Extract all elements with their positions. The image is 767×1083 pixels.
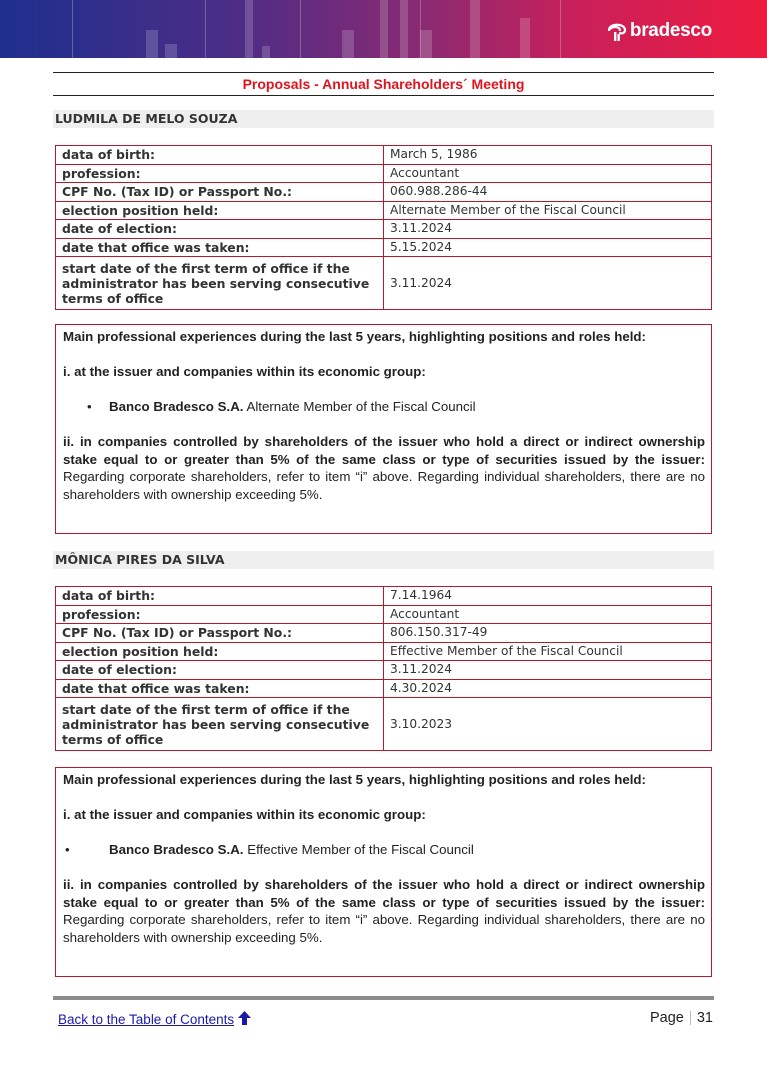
experience-box	[55, 767, 712, 977]
table-row	[56, 679, 712, 698]
experience-heading: Main professional experiences during the last 5 years, highlighting positions and roles held:	[63, 772, 646, 787]
page-number	[650, 1010, 713, 1026]
person-info-table	[55, 145, 712, 310]
section-i-heading: i. at the issuer and companies within its economic group:	[63, 364, 426, 379]
field-value: 7.14.1964	[384, 587, 712, 606]
table-row	[56, 201, 712, 220]
field-label: election position held:	[56, 642, 384, 661]
decorative-bar	[520, 18, 530, 58]
field-value: 5.15.2024	[384, 238, 712, 257]
table-row	[56, 238, 712, 257]
bullet-icon: •	[87, 399, 92, 414]
decorative-bar	[342, 30, 354, 58]
list-item	[63, 841, 705, 859]
decorative-bar	[165, 44, 177, 58]
section-i-heading: i. at the issuer and companies within its economic group:	[63, 807, 426, 822]
back-to-toc-link[interactable]	[58, 1011, 251, 1028]
experience-box	[55, 324, 712, 534]
field-label: date that office was taken:	[56, 679, 384, 698]
field-label: data of birth:	[56, 587, 384, 606]
table-row	[56, 220, 712, 239]
role-text: Alternate Member of the Fiscal Council	[243, 399, 476, 414]
table-row	[56, 642, 712, 661]
field-label: election position held:	[56, 201, 384, 220]
decorative-bar	[245, 0, 253, 58]
field-label: date that office was taken:	[56, 238, 384, 257]
decorative-line	[205, 0, 206, 58]
document-title: Proposals - Annual Shareholders´ Meeting	[53, 72, 714, 96]
experience-heading: Main professional experiences during the last 5 years, highlighting positions and roles held:	[63, 329, 646, 344]
bradesco-tree-icon	[607, 20, 627, 42]
page-label: Page	[649, 1010, 684, 1026]
decorative-line	[300, 0, 301, 58]
decorative-line	[560, 0, 561, 58]
field-value: 060.988.286-44	[384, 183, 712, 202]
field-value: Effective Member of the Fiscal Council	[384, 642, 712, 661]
field-label: data of birth:	[56, 146, 384, 165]
section-ii-heading: ii. in companies controlled by shareholders of the issuer who hold a direct or indirect ownership stake equal to or greater than 5% of the same class or type of securities issued by the issuer:	[63, 877, 705, 910]
field-value: 3.10.2023	[384, 698, 712, 751]
field-value: Accountant	[384, 164, 712, 183]
table-row	[56, 257, 712, 310]
person-info-table	[55, 586, 712, 751]
field-label: date of election:	[56, 220, 384, 239]
company-name: Banco Bradesco S.A.	[109, 399, 244, 414]
person-name-heading: LUDMILA DE MELO SOUZA	[53, 110, 714, 128]
field-label: start date of the first term of office if the administrator has been serving consecutive terms of office	[56, 698, 384, 751]
table-row	[56, 183, 712, 202]
field-label: profession:	[56, 164, 384, 183]
field-label: CPF No. (Tax ID) or Passport No.:	[56, 624, 384, 643]
field-value: 3.11.2024	[384, 257, 712, 310]
decorative-bar	[470, 0, 480, 58]
bradesco-logo	[607, 20, 712, 42]
table-row	[56, 605, 712, 624]
page-number-value: 31	[696, 1010, 713, 1026]
decorative-bar	[400, 0, 408, 58]
arrow-up-icon	[238, 1011, 251, 1028]
bullet-icon: •	[65, 842, 70, 857]
brand-name: bradesco	[629, 20, 712, 41]
decorative-bar	[420, 30, 432, 58]
list-item	[63, 398, 705, 416]
toc-link-label: Back to the Table of Contents	[58, 1012, 235, 1027]
company-name: Banco Bradesco S.A.	[109, 842, 244, 857]
field-label: start date of the first term of office if the administrator has been serving consecutive terms of office	[56, 257, 384, 310]
field-label: CPF No. (Tax ID) or Passport No.:	[56, 183, 384, 202]
page-separator	[690, 1011, 691, 1025]
decorative-line	[72, 0, 73, 58]
table-row	[56, 146, 712, 165]
field-value: 3.11.2024	[384, 661, 712, 680]
field-value: March 5, 1986	[384, 146, 712, 165]
decorative-bar	[380, 0, 388, 58]
table-row	[56, 587, 712, 606]
section-ii-text: Regarding corporate shareholders, refer to item “i” above. Regarding individual shareholders, there are no shareholders with ownership exceeding 5%.	[63, 912, 705, 945]
table-row	[56, 661, 712, 680]
section-ii-text: Regarding corporate shareholders, refer to item “i” above. Regarding individual shareholders, there are no shareholders with ownership exceeding 5%.	[63, 469, 705, 502]
decorative-bar	[146, 30, 158, 58]
field-value: 4.30.2024	[384, 679, 712, 698]
table-row	[56, 624, 712, 643]
field-value: 3.11.2024	[384, 220, 712, 239]
field-value: Accountant	[384, 605, 712, 624]
footer-divider	[53, 996, 714, 1000]
section-ii-paragraph	[63, 433, 705, 503]
field-value: 806.150.317-49	[384, 624, 712, 643]
table-row	[56, 164, 712, 183]
section-ii-paragraph	[63, 876, 705, 946]
field-label: date of election:	[56, 661, 384, 680]
decorative-bar	[262, 46, 270, 58]
field-value: Alternate Member of the Fiscal Council	[384, 201, 712, 220]
person-name-heading: MÔNICA PIRES DA SILVA	[53, 551, 714, 569]
role-text: Effective Member of the Fiscal Council	[243, 842, 474, 857]
field-label: profession:	[56, 605, 384, 624]
header-banner	[0, 0, 767, 58]
section-ii-heading: ii. in companies controlled by shareholders of the issuer who hold a direct or indirect ownership stake equal to or greater than 5% of the same class or type of securities issued by the issuer:	[63, 434, 705, 467]
table-row	[56, 698, 712, 751]
